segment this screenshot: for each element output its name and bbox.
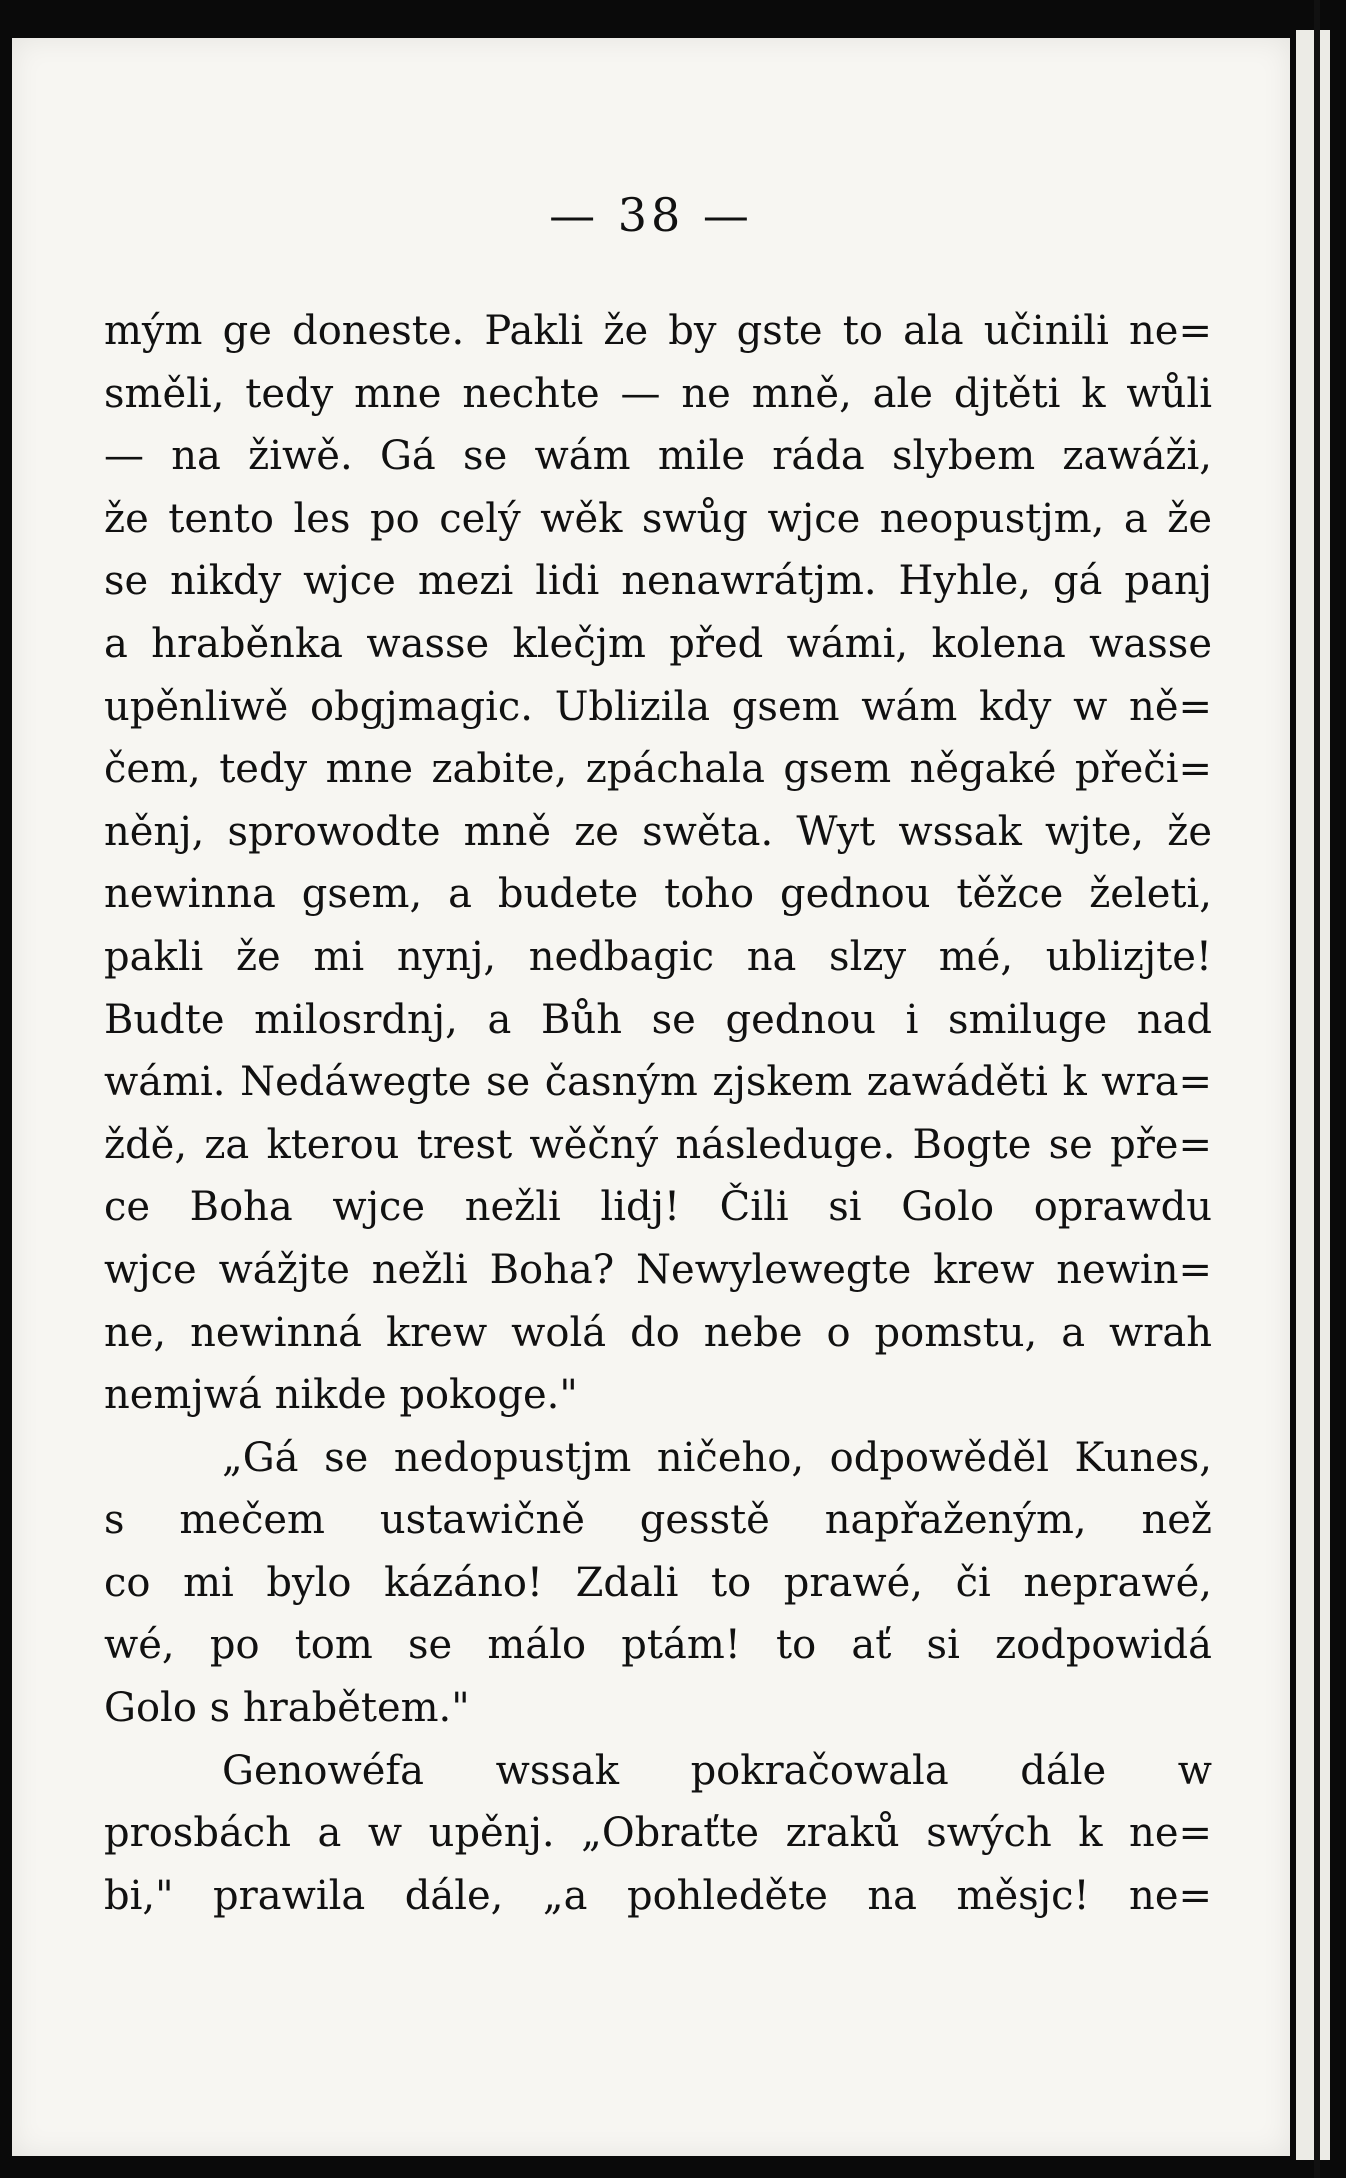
text-line: se nikdy wjce mezi lidi nenawrátjm. Hyhle, gá panj (104, 558, 1212, 605)
text-line: nemjwá nikde pokoge." (104, 1372, 578, 1419)
text-line: upěnliwě obgjmagic. Ublizila gsem wám kdy w ně= (104, 683, 1212, 730)
text-line: něnj, sprowodte mně ze swěta. Wyt wssak wjte, že (104, 808, 1212, 855)
text-line: směli, tedy mne nechte — ne mně, ale djtěti k wůli (104, 370, 1212, 417)
text-line: s mečem ustawičně gesstě napřaženým, než (104, 1497, 1212, 1544)
text-line: a hraběnka wasse klečjm před wámi, kolena wasse (104, 620, 1212, 667)
text-line: wjce wážjte nežli Boha? Newylewegte krew newin= (104, 1246, 1212, 1293)
text-line: co mi bylo kázáno! Zdali to prawé, či neprawé, (104, 1559, 1212, 1606)
text-line: prosbách a w upěnj. „Obraťte zraků swých k ne= (104, 1810, 1212, 1857)
text-line: ždě, za kterou trest wěčný následuge. Bogte se pře= (104, 1121, 1212, 1168)
book-page (12, 38, 1290, 2156)
text-line: newinna gsem, a budete toho gednou těžce želeti, (104, 871, 1212, 918)
text-line: Golo s hrabětem." (104, 1685, 470, 1732)
body-text (104, 300, 1212, 1927)
text-line: wé, po tom se málo ptám! to ať si zodpowidá (104, 1622, 1212, 1669)
text-line: Genowéfa wssak pokračowala dále w (222, 1747, 1212, 1794)
text-line: ce Boha wjce nežli lidj! Čili si Golo oprawdu (104, 1184, 1212, 1231)
text-line: čem, tedy mne zabite, zpáchala gsem něgaké přeči= (104, 746, 1212, 793)
text-line: že tento les po celý wěk swůg wjce neopustjm, a že (104, 495, 1212, 542)
text-line: mým ge doneste. Pakli že by gste to ala učinili ne= (104, 308, 1212, 354)
text-line: — na žiwě. Gá se wám mile ráda slybem zawáži, (104, 433, 1212, 480)
text-line: „Gá se nedopustjm ničeho, odpowěděl Kunes, (222, 1434, 1212, 1481)
text-line: pakli že mi nynj, nedbagic na slzy mé, ublizjte! (104, 933, 1212, 980)
adjacent-page-edge (1296, 30, 1330, 2160)
text-line: wámi. Nedáwegte se časným zjskem zawáděti k wra= (104, 1059, 1212, 1106)
page-number: — 38 — (549, 188, 753, 242)
page-gutter-line (1314, 0, 1320, 2178)
text-line: ne, newinná krew wolá do nebe o pomstu, a wrah (104, 1309, 1212, 1356)
text-line: Budte milosrdnj, a Bůh se gednou i smiluge nad (104, 996, 1212, 1043)
text-line: bi," prawila dále, „a pohleděte na měsjc! ne= (104, 1872, 1212, 1919)
